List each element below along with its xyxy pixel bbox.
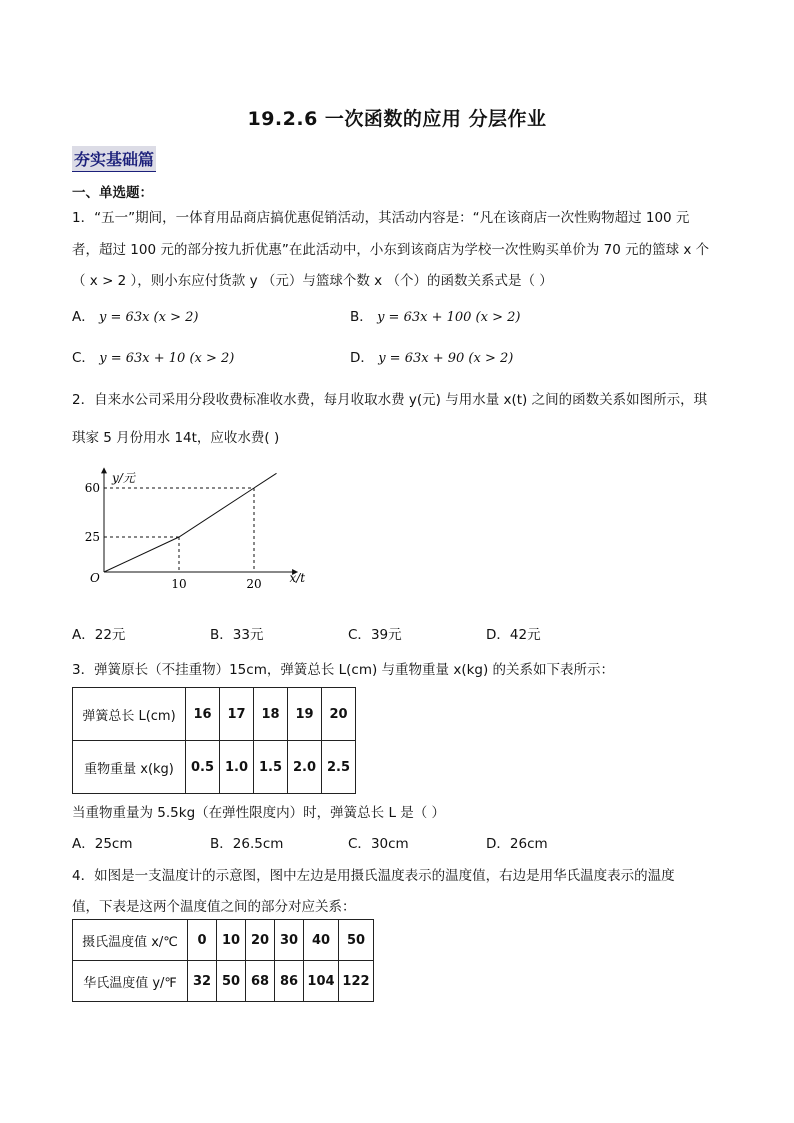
q3-line2: 当重物重量为 5.5kg（在弹性限度内）时，弹簧总长 L 是（ ） (72, 805, 446, 821)
table-cell: 0.5 (186, 741, 220, 794)
table-cell: 10 (217, 920, 246, 961)
option-label: A． (72, 836, 95, 852)
q3-option-d (486, 832, 548, 852)
x-axis-label: x/t (289, 571, 306, 585)
table-cell: 20 (246, 920, 275, 961)
table-row (73, 920, 374, 961)
table-cell: 50 (339, 920, 374, 961)
section-heading: 夯实基础篇 (72, 146, 156, 172)
table-cell: 68 (246, 961, 275, 1002)
table-cell: 30 (275, 920, 304, 961)
temperature-table (72, 919, 374, 1002)
table-cell: 50 (217, 961, 246, 1002)
q1-option-c (72, 346, 234, 366)
table-row (73, 961, 374, 1002)
option-text: 39元 (370, 627, 402, 643)
table-cell: 104 (304, 961, 339, 1002)
part-heading: 一、单选题： (72, 185, 153, 201)
option-expression: y = 63x (x > 2) (99, 310, 199, 325)
option-label: D． (486, 836, 510, 852)
option-label: C． (72, 350, 95, 366)
option-label: A． (72, 627, 95, 643)
option-label: B． (350, 309, 373, 325)
origin-label: O (90, 571, 100, 585)
table-cell: 1.0 (220, 741, 254, 794)
option-text: 26cm (509, 836, 548, 852)
option-expression: y = 63x + 100 (x > 2) (377, 310, 521, 325)
table-cell: 32 (188, 961, 217, 1002)
y-tick-label: 25 (84, 530, 100, 544)
option-label: D． (350, 350, 374, 366)
table-row (73, 688, 356, 741)
option-label: D． (486, 627, 510, 643)
q3-option-c (348, 832, 409, 852)
q1-line1: 1．“五一”期间，一体育用品商店搞优惠促销活动，其活动内容是：“凡在该商店一次性购物超过 100 元 (72, 210, 690, 226)
q1-line3: （ x > 2 ），则小东应付货款 y （元）与篮球个数 x （个）的函数关系式是（ ） (72, 273, 553, 289)
table-row (73, 741, 356, 794)
q3-line1: 3．弹簧原长（不挂重物）15cm，弹簧总长 L(cm) 与重物重量 x(kg) 的关系如下表所示： (72, 662, 615, 678)
option-expression: y = 63x + 90 (x > 2) (378, 351, 514, 366)
option-expression: y = 63x + 10 (x > 2) (99, 351, 235, 366)
y-axis-label: y/元 (112, 471, 135, 485)
spring-table (72, 687, 356, 794)
table-cell: 122 (339, 961, 374, 1002)
q3-option-a (72, 832, 133, 852)
q4-line2: 值，下表是这两个温度值之间的部分对应关系： (72, 899, 356, 915)
table-cell: 1.5 (254, 741, 288, 794)
option-label: C． (348, 836, 371, 852)
q1-option-a (72, 305, 198, 325)
q2-option-b (210, 623, 263, 643)
option-label: C． (348, 627, 371, 643)
y-tick-label: 60 (84, 481, 100, 495)
table-cell: 17 (220, 688, 254, 741)
table-cell: 2.5 (322, 741, 356, 794)
table-cell: 2.0 (288, 741, 322, 794)
q2-option-a (72, 623, 125, 643)
table-cell: 86 (275, 961, 304, 1002)
table-cell: 18 (254, 688, 288, 741)
x-tick-label: 10 (171, 577, 187, 591)
q1-line2: 者，超过 100 元的部分按九折优惠”在此活动中，小东到该商店为学校一次性购买单价为 70 元的篮球 x 个 (72, 242, 710, 258)
option-text: 30cm (370, 836, 409, 852)
table-cell: 20 (322, 688, 356, 741)
table-cell: 19 (288, 688, 322, 741)
option-label: B． (210, 836, 233, 852)
option-text: 42元 (509, 627, 541, 643)
table-cell: 40 (304, 920, 339, 961)
q4-line1: 4．如图是一支温度计的示意图，图中左边是用摄氏温度表示的温度值，右边是用华氏温度表示的温度 (72, 868, 675, 884)
table-cell: 0 (188, 920, 217, 961)
row-header: 华氏温度值 y/℉ (73, 961, 188, 1002)
table-cell: 16 (186, 688, 220, 741)
row-header: 摄氏温度值 x/℃ (73, 920, 188, 961)
option-text: 33元 (232, 627, 264, 643)
q2-line1: 2．自来水公司采用分段收费标准收水费，每月收取水费 y(元) 与用水量 x(t) 之间的函数关系如图所示，琪 (72, 392, 708, 408)
option-label: B． (210, 627, 233, 643)
q2-line2: 琪家 5 月份用水 14t，应收水费( ) (72, 430, 280, 446)
page-title: 19.2.6 一次函数的应用 分层作业 (247, 108, 547, 130)
q2-option-d (486, 623, 541, 643)
option-text: 26.5cm (232, 836, 284, 852)
q2-option-c (348, 623, 402, 643)
x-tick-label: 20 (246, 577, 262, 591)
option-text: 25cm (94, 836, 133, 852)
water-fee-chart (78, 462, 306, 594)
q1-option-d (350, 346, 513, 366)
option-text: 22元 (94, 627, 126, 643)
q3-option-b (210, 832, 283, 852)
q1-option-b (350, 305, 520, 325)
row-header: 重物重量 x(kg) (73, 741, 186, 794)
option-label: A． (72, 309, 95, 325)
row-header: 弹簧总长 L(cm) (73, 688, 186, 741)
